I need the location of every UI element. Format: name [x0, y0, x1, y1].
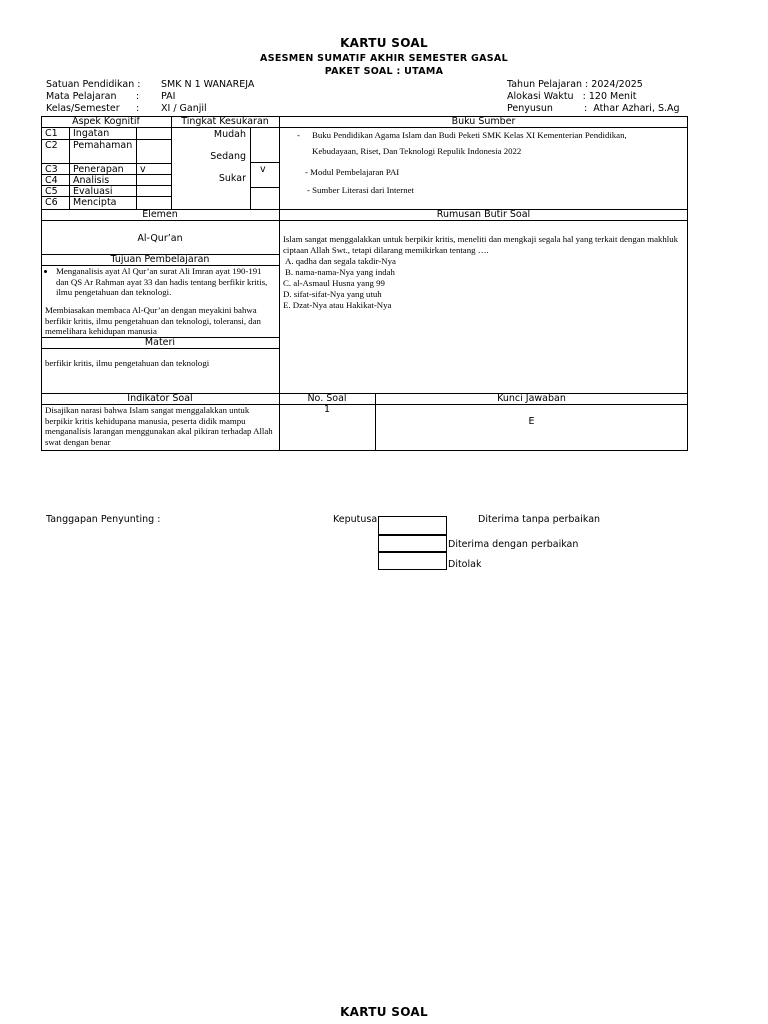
mapel-value: PAI: [161, 91, 176, 102]
buku-bullet: -: [297, 130, 300, 140]
aspek-label: Analisis: [73, 175, 110, 186]
aspek-code: C5: [45, 186, 58, 197]
keputusan-checkbox-dengan-perbaikan[interactable]: [378, 535, 447, 552]
aspek-kognitif-header: Aspek Kognitif: [72, 116, 140, 127]
buku-sumber-item: - Modul Pembelajaran PAI: [305, 167, 400, 177]
next-page-title: KARTU SOAL: [340, 1005, 428, 1019]
table-line: [69, 127, 70, 209]
kunci-jawaban-header: Kunci Jawaban: [497, 393, 566, 404]
buku-sumber-item: - Sumber Literasi dari Internet: [307, 185, 414, 195]
table-line: [41, 348, 279, 349]
materi-value: berfikir kritis, ilmu pengetahuan dan teknologi: [45, 358, 210, 368]
table-line: [136, 127, 137, 209]
satuan-value: SMK N 1 WANAREJA: [161, 79, 255, 90]
indikator-soal-header: Indikator Soal: [127, 393, 193, 404]
keputusan-checkbox-tanpa-perbaikan[interactable]: [378, 516, 447, 535]
opsi-diterima-tanpa-perbaikan: Diterima tanpa perbaikan: [478, 514, 601, 525]
table-line: [41, 220, 688, 221]
soal-stem: Islam sangat menggalakkan untuk berpikir kritis, meneliti dan mengkaji segala hal yang terkait dengan makhluk ciptaan Allah Swt., tetapi dilarang memikirkan tentang ….: [283, 234, 679, 255]
no-soal-header: No. Soal: [307, 393, 347, 404]
aspek-label: Ingatan: [73, 128, 110, 139]
tujuan-bullet-item: • Menganalisis ayat Al Qur’an surat Ali Imran ayat 190-191 dan QS Ar Rahman ayat 33 dan hadis tentang berfikir kritis, ilmu pengetahuan dan teknologi.: [56, 266, 274, 298]
soal-option: E. Dzat-Nya atau Hakikat-Nya: [283, 300, 392, 310]
mapel-label: Mata Pelajaran: [46, 91, 117, 102]
kunci-jawaban-value: E: [528, 416, 535, 427]
soal-option: B. nama-nama-Nya yang indah: [285, 267, 395, 277]
aspek-label: Penerapan: [73, 164, 124, 175]
indikator-soal-value: Disajikan narasi bahwa Islam sangat menggalakkan untuk berpikir kritis kehidupana manusia, peserta didik mampu menganalisis larangan menggunakan akal pikiran terhadap Allah swat dengan benar: [45, 405, 273, 447]
table-line: [250, 127, 251, 209]
aspek-code: C4: [45, 175, 58, 186]
aspek-label: Evaluasi: [73, 186, 113, 197]
tingkat-label: Mudah: [213, 129, 246, 140]
opsi-ditolak: Ditolak: [448, 559, 482, 570]
alokasi-waktu: Alokasi Waktu : 120 Menit: [507, 91, 637, 102]
soal-option: C. al-Asmaul Husna yang 99: [283, 278, 385, 288]
soal-option: D. sifat-sifat-Nya yang utuh: [283, 289, 382, 299]
tujuan-pembelajaran-header: Tujuan Pembelajaran: [110, 254, 210, 265]
page-title: KARTU SOAL: [340, 36, 428, 50]
opsi-diterima-dengan-perbaikan: Diterima dengan perbaikan: [448, 539, 579, 550]
mapel-colon: :: [136, 91, 140, 102]
aspek-label: Pemahaman: [73, 140, 133, 151]
tingkat-label: Sedang: [210, 151, 246, 162]
tahun-pelajaran: Tahun Pelajaran : 2024/2025: [507, 79, 643, 90]
soal-option: A. qadha dan segala takdir-Nya: [285, 256, 396, 266]
keputusan-label: Keputusa: [333, 514, 378, 525]
keputusan-checkbox-ditolak[interactable]: [378, 552, 447, 570]
tingkat-label: Sukar: [218, 173, 246, 184]
buku-sumber-header: Buku Sumber: [451, 116, 516, 127]
tanggapan-penyunting-label: Tanggapan Penyunting :: [46, 514, 161, 525]
paket-label: PAKET SOAL : UTAMA: [324, 66, 444, 77]
aspek-mark: v: [140, 164, 146, 175]
materi-header: Materi: [144, 337, 176, 348]
elemen-value: Al-Qur’an: [137, 233, 183, 244]
table-line: [41, 127, 688, 128]
aspek-code: C6: [45, 197, 58, 208]
buku-sumber-item: Kebudayaan, Riset, Dan Teknologi Repulik Indonesia 2022: [312, 146, 522, 156]
kelas-label: Kelas/Semester: [46, 103, 120, 114]
penyusun-value: : Athar Azhari, S.Ag: [584, 103, 680, 114]
tingkat-kesukaran-header: Tingkat Kesukaran: [181, 116, 269, 127]
aspek-code: C2: [45, 140, 58, 151]
aspek-code: C1: [45, 128, 58, 139]
penyusun-label: Penyusun: [507, 103, 553, 114]
buku-sumber-item: Buku Pendidikan Agama Islam dan Budi Peketi SMK Kelas XI Kementerian Pendidikan,: [312, 130, 627, 140]
kelas-value: XI / Ganjil: [161, 103, 207, 114]
kelas-colon: :: [136, 103, 140, 114]
aspek-code: C3: [45, 164, 58, 175]
tingkat-mark: v: [260, 164, 266, 175]
tujuan-list: [44, 266, 274, 298]
rumusan-butir-soal-header: Rumusan Butir Soal: [436, 209, 531, 220]
page-subtitle: ASESMEN SUMATIF AKHIR SEMESTER GASAL: [260, 53, 508, 64]
table-line: [250, 162, 279, 163]
no-soal-value: 1: [323, 404, 331, 415]
satuan-label: Satuan Pendidikan :: [46, 79, 141, 90]
elemen-header: Elemen: [142, 209, 178, 220]
tujuan-paragraph: Membiasakan membaca Al-Qur’an dengan meyakini bahwa berfikir kritis, ilmu pengetahuan dan teknologi, toleransi, dan memelihara kehidupan manusia: [45, 305, 261, 336]
aspek-label: Mencipta: [73, 197, 117, 208]
table-line: [250, 187, 279, 188]
